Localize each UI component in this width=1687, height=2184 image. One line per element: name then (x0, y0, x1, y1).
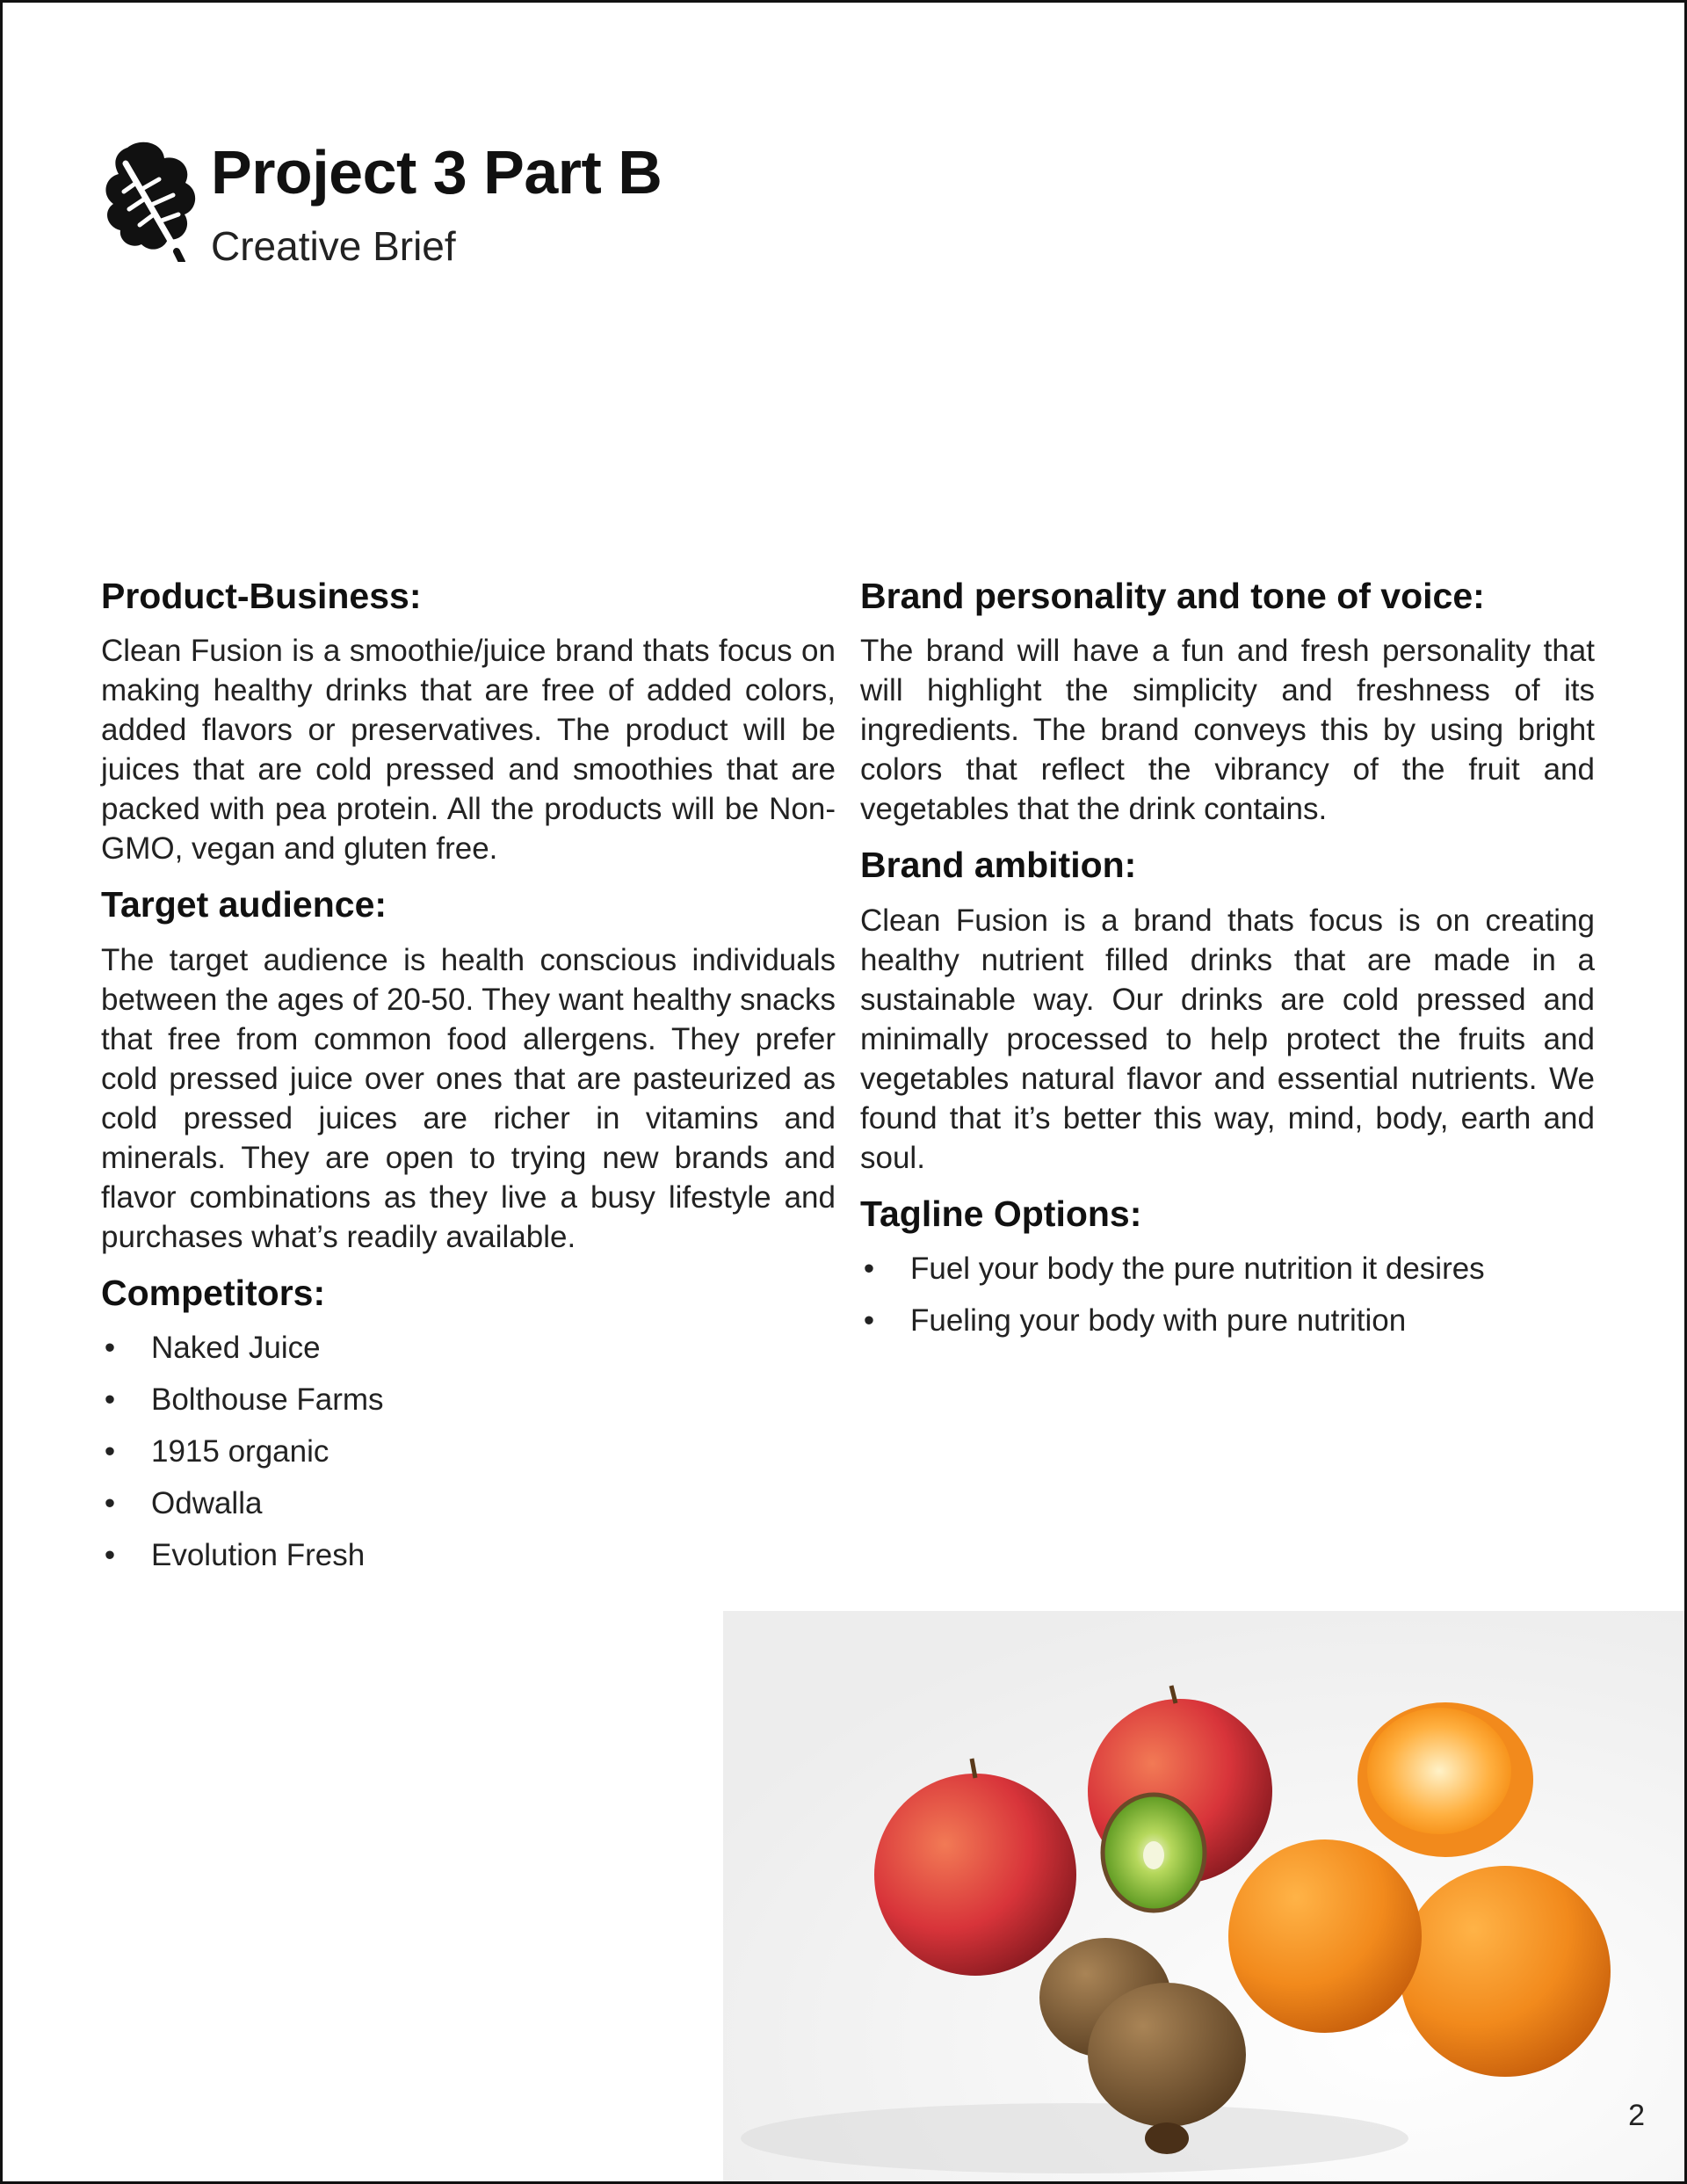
tagline-options-heading: Tagline Options: (860, 1193, 1142, 1234)
page-title: Project 3 Part B (211, 138, 662, 207)
brand-personality-section (860, 574, 1595, 829)
list-item: • Fuel your body the pure nutrition it desires (860, 1249, 1595, 1288)
list-item: • 1915 organic (101, 1432, 836, 1471)
brand-personality-heading: Brand personality and tone of voice: (860, 576, 1485, 616)
leaf-icon (101, 139, 198, 262)
right-column (860, 574, 1595, 1353)
target-audience-heading: Target audience: (101, 884, 387, 925)
list-item: • Bolthouse Farms (101, 1380, 836, 1419)
bullet: • (104, 1382, 116, 1417)
list-item: • Evolution Fresh (101, 1535, 836, 1575)
target-audience-body: The target audience is health conscious individuals between the ages of 20-50. They want healthy snacks that free from common food allergens. They prefer cold pressed juice over ones that are pasteurized as cold pressed juices are richer in vitamins and minerals. They are open to trying new brands and flavor combinations as they live a busy lifestyle and purchases what’s readily available. (101, 942, 836, 1254)
brand-ambition-body: Clean Fusion is a brand thats focus is on creating healthy nutrient filled drinks that are made in a sustainable way. Our drinks are cold pressed and minimally processed to help protect the fruits and vegetables natural flavor and essential nutrients. We found that it’s better this way, mind, body, earth and soul. (860, 903, 1595, 1175)
tagline-list (860, 1249, 1595, 1340)
left-column (101, 574, 836, 1587)
bullet: • (863, 1302, 875, 1338)
competitors-heading: Competitors: (101, 1272, 326, 1313)
brand-personality-body: The brand will have a fun and fresh personality that will highlight the simplicity and freshness of its ingredients. The brand conveys this by using bright colors that reflect the vibrancy of the fruit and vegetables that the drink contains. (860, 634, 1595, 827)
list-item: • Naked Juice (101, 1328, 836, 1368)
product-business-body: Clean Fusion is a smoothie/juice brand thats focus on making healthy drinks that are free of added colors, added flavors or preservatives. The product will be juices that are cold pressed and smoothies that are packed with pea protein. All the products will be Non-GMO, vegan and gluten free. (101, 634, 836, 867)
brand-ambition-section (860, 843, 1595, 1177)
tagline-options-section (860, 1192, 1595, 1340)
fruit-photo (723, 1611, 1687, 2184)
bullet: • (104, 1485, 116, 1520)
list-item: • Odwalla (101, 1484, 836, 1523)
target-audience-section (101, 882, 836, 1256)
bullet: • (104, 1330, 116, 1365)
bullet: • (863, 1251, 875, 1286)
page-subtitle: Creative Brief (211, 223, 456, 269)
competitors-section (101, 1271, 836, 1575)
page-number: 2 (1628, 2099, 1645, 2132)
product-business-section (101, 574, 836, 868)
competitors-list (101, 1328, 836, 1575)
list-item: • Fueling your body with pure nutrition (860, 1301, 1595, 1340)
page-header (101, 139, 892, 271)
bullet: • (104, 1537, 116, 1572)
brand-ambition-heading: Brand ambition: (860, 845, 1137, 886)
bullet: • (104, 1433, 116, 1469)
product-business-heading: Product-Business: (101, 576, 422, 616)
